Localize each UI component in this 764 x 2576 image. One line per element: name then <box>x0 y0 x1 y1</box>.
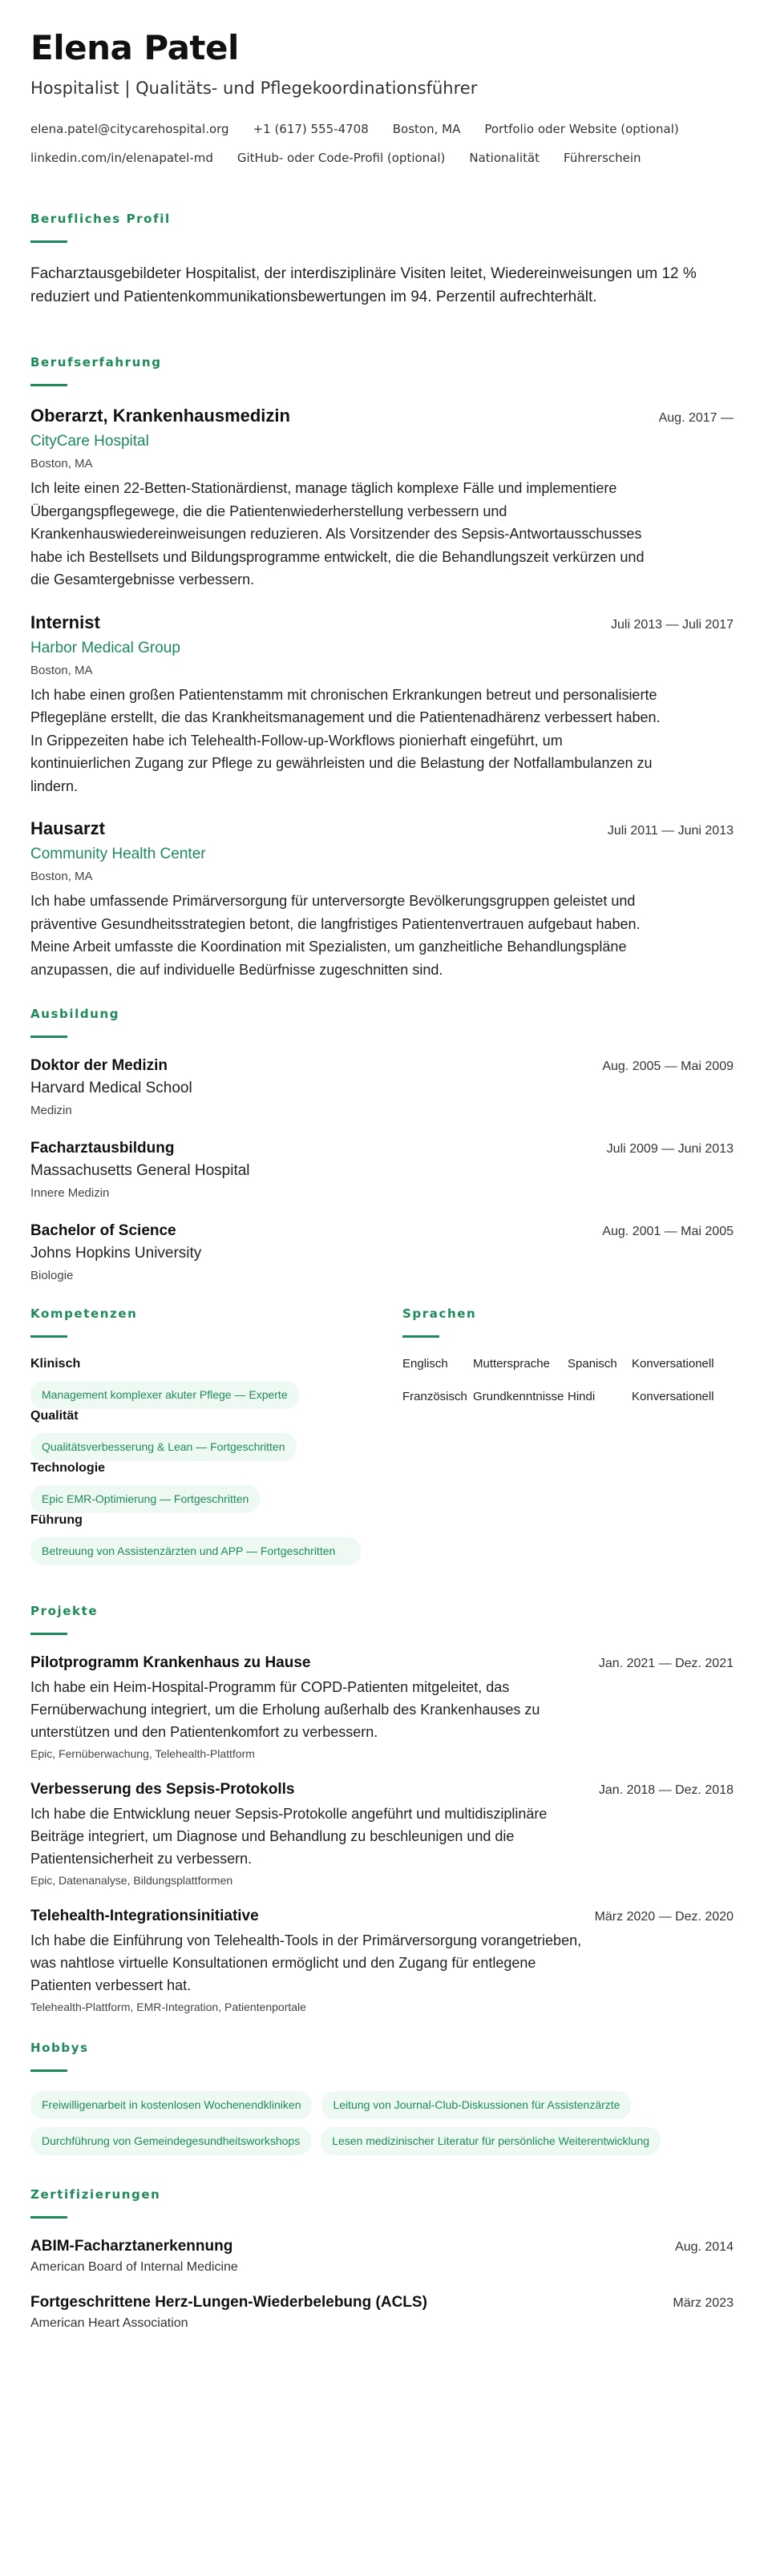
education-entry <box>30 1057 734 1117</box>
section-title-projects: Projekte <box>30 1604 99 1619</box>
section-divider <box>30 1633 67 1635</box>
project-entry <box>30 1654 734 1760</box>
contact-info <box>30 122 720 165</box>
profile-summary: Facharztausgebildeter Hospitalist, der interdisziplinäre Visiten leitet, Wiedereinweisungen um 12 % reduziert und Patientenkommunikationsbewertungen im 94. Perzentil aufrechterhält. <box>30 265 697 306</box>
section-divider <box>30 2069 67 2072</box>
language-name: Französisch <box>402 1390 467 1404</box>
job-description: Ich habe einen großen Patientenstamm mit chronischen Erkrankungen betreut und personalisierte Pflegepläne erstellt, die das Krankheitsmanagement und die Patientenadhärenz verbessert haben. In Grippezeiten habe ich Telehealth-Follow-up-Workflows pionierhaft eingeführt, um kontinuierlichen Zugang zur Pflege zu gewährleisten und die Belastung der Notfallambulanzen zu lindern. <box>30 686 661 794</box>
contact-github[interactable]: GitHub- oder Code-Profil (optional) <box>236 151 446 166</box>
education-date: Aug. 2005 — Mai 2009 <box>602 1060 734 1074</box>
job-title: Internist <box>30 612 100 632</box>
experience-section <box>30 355 734 981</box>
education-entry <box>30 1140 734 1200</box>
education-date: Juli 2009 — Juni 2013 <box>606 1142 734 1157</box>
job-location: Boston, MA <box>30 663 93 677</box>
job-title: Oberarzt, Krankenhausmedizin <box>30 406 290 426</box>
job-description: Ich leite einen 22-Betten-Stationärdienst, manage täglich komplexe Fälle und implementiere Übergangspflegewege, die die Patientenwiederherstellung verbessern und Krankenhauswiedereinweisungen reduzieren. Als Vorsitzender des Sepsis-Antwortausschusses habe ich Bestellsets und Bildungsprogramme entwickelt, die die Behandlungszeit verkürzen und die Gesamtergebnisse verbessern. <box>30 480 645 588</box>
hobby-pill: Leitung von Journal-Club-Diskussionen für Assistenzärzte <box>321 2091 631 2119</box>
education-degree: Facharztausbildung <box>30 1140 175 1157</box>
skill-category-name: Führung <box>30 1513 83 1528</box>
certification-date: Aug. 2014 <box>675 2240 734 2255</box>
contact-portfolio[interactable]: Portfolio oder Website (optional) <box>484 122 679 137</box>
hobby-pill: Lesen medizinischer Literatur für persönliche Weiterentwicklung <box>321 2127 661 2155</box>
job-location: Boston, MA <box>30 457 93 471</box>
project-description: Ich habe die Einführung von Telehealth-Tools in der Primärversorgung vorangetrieben, was nahtlose virtuelle Konsultationen ermöglicht und den Zugang für entlegene Patienten verbessert hat. <box>30 1932 582 1994</box>
certification-entry <box>30 2294 734 2331</box>
section-title-skills: Kompetenzen <box>30 1306 138 1322</box>
certifications-section <box>30 2187 734 2331</box>
candidate-name: Elena Patel <box>30 28 239 67</box>
skill-category <box>30 1461 402 1513</box>
project-date: Jan. 2018 — Dez. 2018 <box>598 1783 734 1798</box>
job-date: Juli 2011 — Juni 2013 <box>607 824 734 838</box>
education-school: Johns Hopkins University <box>30 1245 202 1262</box>
language-level: Konversationell <box>632 1390 714 1404</box>
education-field: Biologie <box>30 1269 74 1283</box>
section-title-profile: Berufliches Profil <box>30 212 171 227</box>
section-title-education: Ausbildung <box>30 1007 120 1022</box>
certification-date: März 2023 <box>673 2296 734 2311</box>
education-field: Medizin <box>30 1104 72 1118</box>
skills-languages-row <box>30 1306 734 1565</box>
job-title: Hausarzt <box>30 818 105 839</box>
section-divider <box>30 2216 67 2219</box>
project-entry <box>30 1908 734 2013</box>
contact-email[interactable]: elena.patel@citycarehospital.org <box>30 122 229 137</box>
hobby-pill: Freiwilligenarbeit in kostenlosen Wochenendkliniken <box>30 2091 312 2119</box>
skill-category <box>30 1409 402 1461</box>
project-entry <box>30 1781 734 1887</box>
job-entry <box>30 612 734 798</box>
education-degree: Bachelor of Science <box>30 1222 176 1240</box>
contact-drivers-license: Führerschein <box>564 151 641 166</box>
project-tech: Epic, Fernüberwachung, Telehealth-Plattform <box>30 1747 255 1761</box>
job-date: Juli 2013 — Juli 2017 <box>611 617 734 632</box>
language-level: Muttersprache <box>473 1357 550 1371</box>
job-company: Harbor Medical Group <box>30 639 180 656</box>
education-school: Massachusetts General Hospital <box>30 1162 250 1180</box>
certification-name: ABIM-Facharztanerkennung <box>30 2238 233 2255</box>
contact-linkedin[interactable]: linkedin.com/in/elenapatel-md <box>30 151 213 166</box>
project-date: März 2020 — Dez. 2020 <box>594 1910 734 1924</box>
project-title: Verbesserung des Sepsis-Protokolls <box>30 1781 295 1799</box>
job-description: Ich habe umfassende Primärversorgung für unterversorgte Bevölkerungsgruppen geleistet und präventive Gesundheitsstrategien betont, die langfristiges Patientenvertrauen aufgebaut haben. Meine Arbeit umfasste die Koordination mit Spezialisten, um ganzheitliche Behandlungspläne anzupassen, die auf individuelle Bedürfnisse zugeschnitten sind. <box>30 893 641 978</box>
skill-pill: Management komplexer akuter Pflege — Experte <box>30 1381 299 1409</box>
section-divider <box>30 240 67 243</box>
candidate-headline: Hospitalist | Qualitäts- und Pflegekoordinationsführer <box>30 79 478 99</box>
project-title: Pilotprogramm Krankenhaus zu Hause <box>30 1654 311 1672</box>
language-name: Englisch <box>402 1357 448 1371</box>
skill-pill: Betreuung von Assistenzärzten und APP — Fortgeschritten <box>30 1537 361 1565</box>
hobby-pill: Durchführung von Gemeindegesundheitsworkshops <box>30 2127 311 2155</box>
education-entry <box>30 1222 734 1282</box>
skill-category-name: Klinisch <box>30 1357 81 1371</box>
certification-entry <box>30 2238 734 2275</box>
hobbies-section <box>30 2041 734 2155</box>
section-divider <box>30 1335 67 1338</box>
projects-section <box>30 1604 734 2013</box>
skill-category <box>30 1513 402 1565</box>
education-field: Innere Medizin <box>30 1186 110 1201</box>
certification-org: American Board of Internal Medicine <box>30 2260 238 2275</box>
project-description: Ich habe die Entwicklung neuer Sepsis-Protokolle angeführt und multidisziplinäre Beiträge integriert, um Diagnose und Behandlung zu beschleunigen und die Patientensicherheit zu verbessern. <box>30 1806 548 1867</box>
project-date: Jan. 2021 — Dez. 2021 <box>598 1657 734 1671</box>
education-school: Harvard Medical School <box>30 1080 192 1097</box>
section-divider <box>402 1335 439 1338</box>
skill-category-name: Technologie <box>30 1461 106 1476</box>
job-entry <box>30 406 734 592</box>
language-level: Konversationell <box>632 1357 714 1371</box>
section-title-hobbies: Hobbys <box>30 2041 89 2056</box>
section-divider <box>30 1036 67 1038</box>
skill-category-name: Qualität <box>30 1409 79 1423</box>
project-tech: Epic, Datenanalyse, Bildungsplattformen <box>30 1874 233 1888</box>
skill-category <box>30 1357 402 1409</box>
job-company: Community Health Center <box>30 846 206 863</box>
languages-section <box>402 1306 734 1565</box>
language-name: Hindi <box>568 1390 596 1404</box>
contact-phone[interactable]: +1 (617) 555-4708 <box>253 122 369 137</box>
section-divider <box>30 384 67 386</box>
section-title-certifications: Zertifizierungen <box>30 2187 161 2203</box>
section-title-languages: Sprachen <box>402 1306 477 1322</box>
job-date: Aug. 2017 — <box>658 411 734 426</box>
certification-name: Fortgeschrittene Herz-Lungen-Wiederbelebung (ACLS) <box>30 2294 427 2312</box>
profile-section <box>30 212 734 309</box>
education-date: Aug. 2001 — Mai 2005 <box>602 1225 734 1239</box>
language-name: Spanisch <box>568 1357 617 1371</box>
section-title-experience: Berufserfahrung <box>30 355 162 370</box>
languages-list <box>402 1357 734 1403</box>
job-entry <box>30 818 734 981</box>
contact-location: Boston, MA <box>392 122 461 137</box>
job-company: CityCare Hospital <box>30 433 149 450</box>
skill-pill: Epic EMR-Optimierung — Fortgeschritten <box>30 1485 260 1513</box>
certification-org: American Heart Association <box>30 2316 188 2331</box>
project-tech: Telehealth-Plattform, EMR-Integration, Patientenportale <box>30 2001 306 2014</box>
education-section <box>30 1007 734 1282</box>
resume-header <box>30 29 734 165</box>
language-level: Grundkenntnisse <box>473 1390 564 1404</box>
skills-section <box>30 1306 402 1565</box>
project-title: Telehealth-Integrationsinitiative <box>30 1908 259 1925</box>
project-description: Ich habe ein Heim-Hospital-Programm für COPD-Patienten mitgeleitet, das Fernüberwachung integriert, um die Erholung außerhalb des Krankenhauses zu unterstützen und den Patientenkomfort zu verbessern. <box>30 1679 540 1741</box>
skill-pill: Qualitätsverbesserung & Lean — Fortgeschritten <box>30 1433 297 1461</box>
job-location: Boston, MA <box>30 870 93 884</box>
education-degree: Doktor der Medizin <box>30 1057 168 1075</box>
contact-nationality: Nationalität <box>469 151 540 166</box>
hobbies-list <box>30 2091 734 2155</box>
